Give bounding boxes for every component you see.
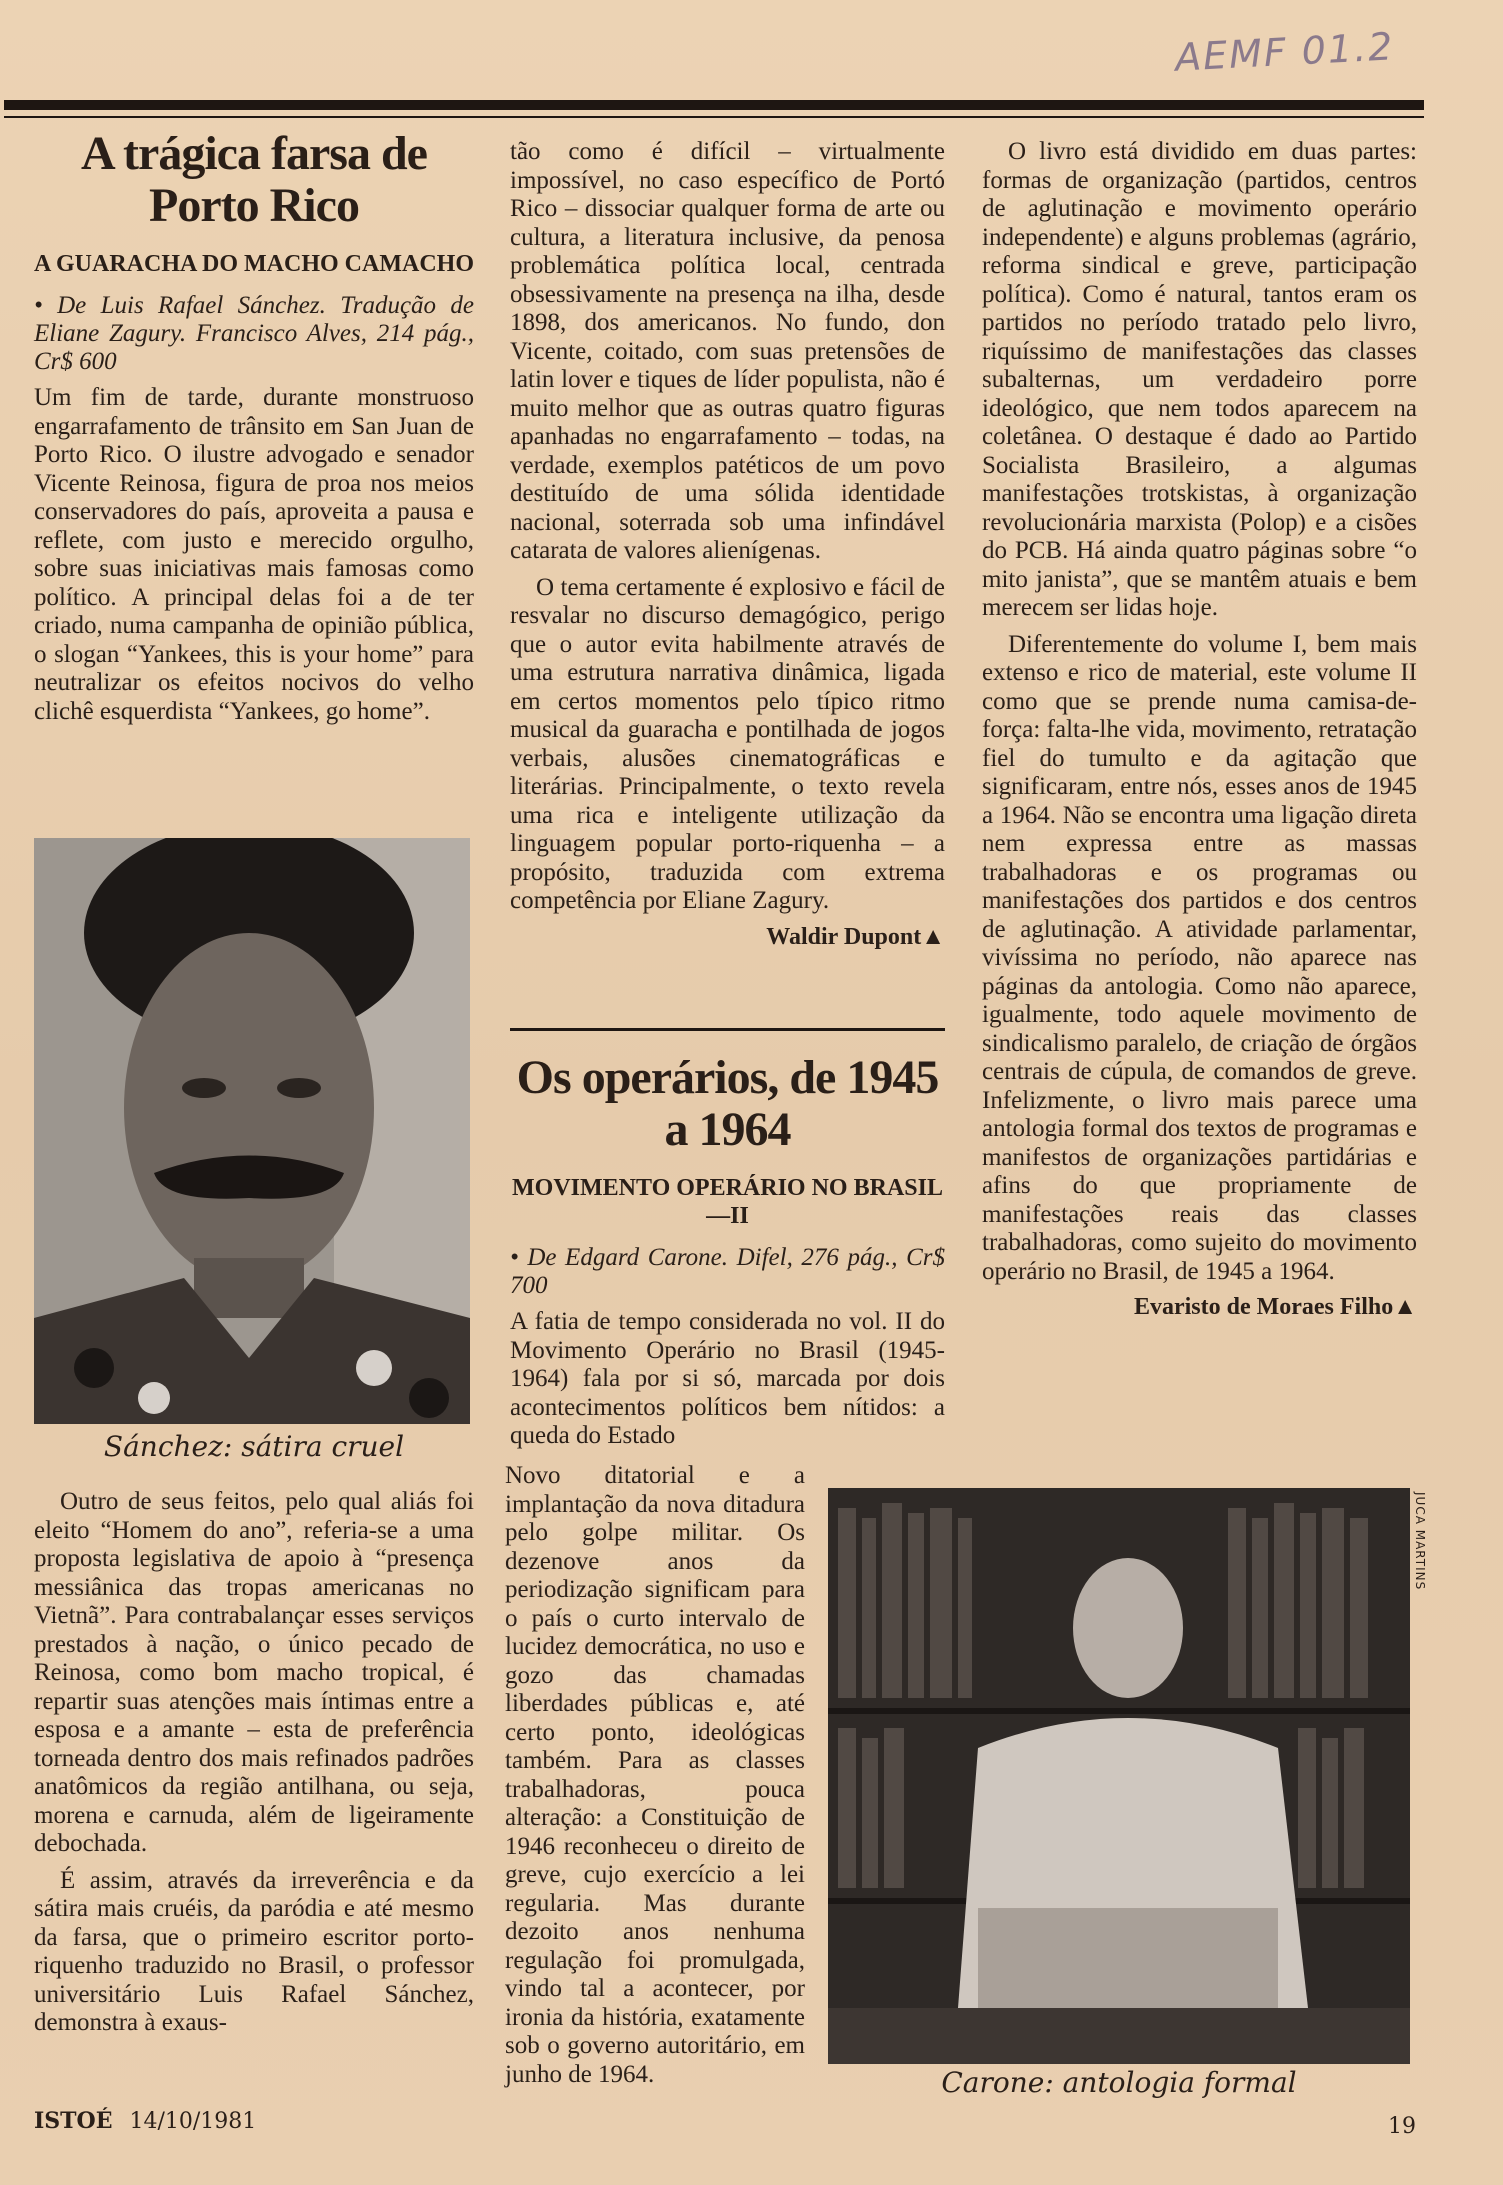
article1-title: A trágica farsa de Porto Rico (81, 127, 427, 232)
article1-column1 (34, 128, 474, 734)
sanchez-photo-caption: Sánchez: sátira cruel (103, 1430, 405, 1463)
publication-name: ISTOÉ (34, 2108, 113, 2134)
archive-handwritten-mark: AEMF 01.2 (1173, 24, 1396, 80)
article2-subtitle: MOVIMENTO OPERÁRIO NO BRASIL —II (512, 1175, 943, 1229)
article2-paragraph: O livro está dividido em duas partes: formas de organização (partidos, centros de aglutinação e movimento operário independente) e alguns problemas (agrário, reforma sindical e greve, participação política). Como é natural, tantos eram os partidos no período tratado pelo livro, riquíssimo de manifestações das classes subalternas, um verdadeiro porre ideológico, que nem todos aparecem na coletânea. O destaque é dado ao Partido Socialista Brasileiro, a algumas manifestações trotskistas, à organização revolucionária marxista (Polop) e a cisões do PCB. Há ainda quatro páginas sobre “o mito janista”, que se mantêm atuais e bem merecem ser lidas hoje. (982, 138, 1417, 621)
article1-column1-continued (34, 1488, 474, 2046)
article1-paragraph: É assim, através da irreverência e da sátira mais cruéis, da paródia e até mesmo da farsa, que o primeiro escritor porto-riquenho traduzido no Brasil, o professor universitário Luis Rafael Sánchez, demonstra à exaus- (34, 1866, 474, 2036)
article1-paragraph: O tema certamente é explosivo e fácil de resvalar no discurso demagógico, perigo que o autor evita habilmente através de uma estrutura narrativa dinâmica, ligada em certos momentos pelo típico ritmo musical da guaracha e pontilhada de jogos verbais, alusões cinematográficas e literárias. Principalmente, o texto revela uma rica e inteligente utilização da linguagem popular porto-riquenha – a propósito, traduzida com extrema competência por Eliane Zagury. (510, 573, 945, 914)
page-number: 19 (1388, 2114, 1416, 2139)
article1-paragraph: tão como é difícil – virtualmente impossível, no caso específico de Portó Rico – dissociar qualquer forma de arte ou cultura, a literatura inclusive, da penosa problemática política local, centrada obsessivamente na presença na ilha, desde 1898, dos americanos. No fundo, don Vicente, coitado, com suas pretensões de latin lover e tiques de líder populista, não é muito melhor que as outras quatro figuras apanhadas no engarrafamento – todas, na verdade, exemplos patéticos de um povo destituído de uma sólida identidade nacional, soterrada sob uma infindável catarata de valores alienígenas. (510, 138, 945, 564)
article2-column2-narrow (505, 1462, 805, 2097)
top-rule-thin (4, 116, 1424, 118)
sanchez-photo (34, 838, 470, 1424)
article1-paragraph: Outro de seus feitos, pelo qual aliás foi eleito “Homem do ano”, referia-se a uma proposta legislativa de apoio à “presença messiânica das tropas americanas no Vietnã”. Para contrabalançar esses serviços prestados à nação, o único pecado de Reinosa, como bom macho tropical, é repartir suas atenções mais íntimas entre a esposa e a amante – esta de preferência torneada dentro dos mais refinados padrões anatômicos da região antilhana, ou seja, morena e carnuda, além de ligeiramente debochada. (34, 1488, 474, 1857)
article1-column2 (510, 138, 945, 951)
article2-credit: • De Edgard Carone. Difel, 276 pág., Cr$ 700 (510, 1244, 945, 1299)
footer-publication (34, 2108, 256, 2134)
article2-signature: Evaristo de Moraes Filho▲ (1133, 1294, 1417, 1320)
carone-photo-credit: JUCA MARTINS (1413, 1492, 1427, 1591)
article2-header (510, 1052, 945, 1459)
carone-photo (828, 1488, 1410, 2064)
article2-paragraph: Novo ditatorial e a implantação da nova ditadura pelo golpe militar. Os dezenove anos da periodização significam para o país o curto intervalo de lucidez democrática, no uso e gozo das chamadas liberdades públicas e, até certo ponto, ideológicas também. Para as classes trabalhadoras, pouca alteração: a Constituição de 1946 reconheceu o direito de greve, cujo exercício a lei regularia. Mas durante dezoito anos nenhuma regulação foi promulgada, vindo tal a acontecer, por ironia da história, exatamente sob o governo autoritário, em junho de 1964. (505, 1462, 805, 2088)
article1-signature: Waldir Dupont▲ (766, 923, 945, 950)
article2-title: Os operários, de 1945 a 1964 (516, 1051, 939, 1156)
article1-paragraph: Um fim de tarde, durante monstruoso engarrafamento de trânsito em San Juan de Porto Rico. O ilustre advogado e senador Vicente Reinosa, figura de proa nos meios conservadores do país, aproveita a pausa e reflete, com justo e merecido orgulho, sobre suas iniciativas mais famosas como político. A principal delas foi a de ter criado, numa campanha de opinião pública, o slogan “Yankees, this is your home” para neutralizar os efeitos nocivos do velho clichê esquerdista “Yankees, go home”. (34, 384, 474, 725)
carone-photo-caption: Carone: antologia formal (941, 2066, 1297, 2099)
top-rule (4, 100, 1424, 110)
article-separator-rule (510, 1028, 945, 1031)
article1-credit: • De Luis Rafael Sánchez. Tradução de Eliane Zagury. Francisco Alves, 214 pág., Cr$ 600 (34, 292, 474, 375)
article1-subtitle: A GUARACHA DO MACHO CAMACHO (34, 251, 474, 277)
publication-date: 14/10/1981 (129, 2109, 257, 2134)
article2-paragraph: A fatia de tempo considerada no vol. II do Movimento Operário no Brasil (1945-1964) fala por si só, marcada por dois acontecimentos políticos bem nítidos: a queda do Estado (510, 1308, 945, 1449)
article2-column3 (982, 138, 1417, 1321)
article2-paragraph: Diferentemente do volume I, bem mais extenso e rico de material, este volume II como que se prende numa camisa-de-força: falta-lhe vida, movimento, retratação fiel do tumulto e da agitação que significaram, entre nós, esses anos de 1945 a 1964. Não se encontra uma ligação direta nem expressa entre as massas trabalhadoras e os programas ou manifestações dos partidos e dos centros de aglutinação. A atividade parlamentar, vivíssima no período, não aparece nas páginas da antologia. Como não aparece, igualmente, todo aquele movimento de sindicalismo paralelo, de criação de órgãos centrais de cúpula, de comandos de greve. Infelizmente, o livro mais parece uma antologia formal dos textos de programas e manifestos de organizações partidárias e afins do que propriamente de manifestações reais das classes trabalhadoras, como sujeito do movimento operário no Brasil, de 1945 a 1964. (982, 630, 1417, 1285)
